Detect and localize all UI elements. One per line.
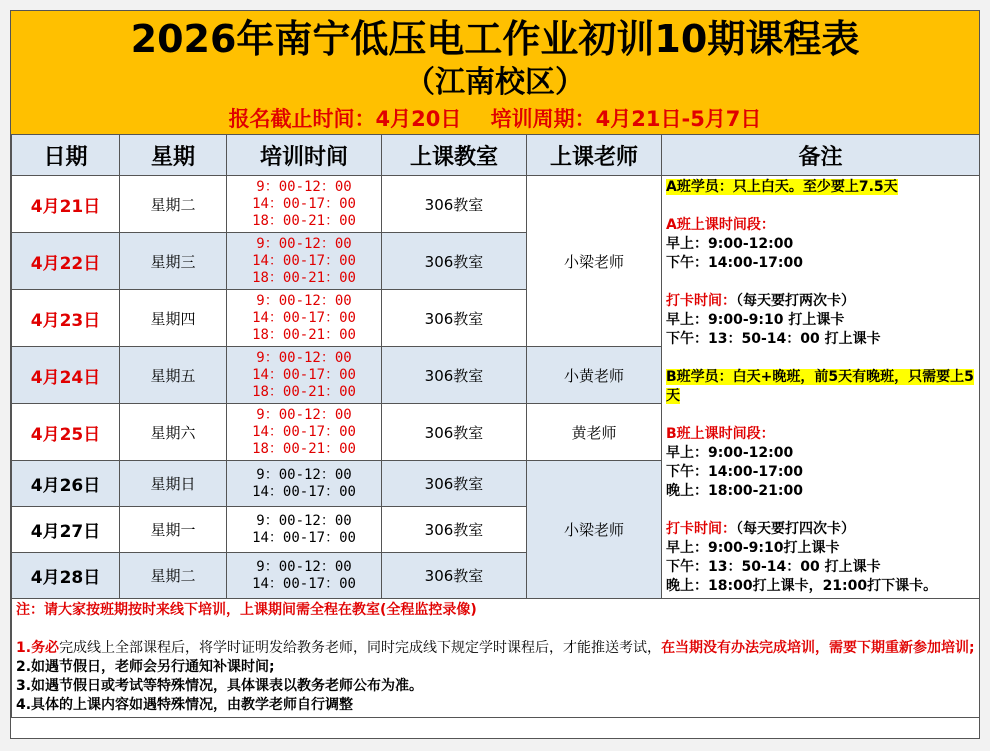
table-row bbox=[12, 176, 980, 233]
time-slot: 18：00-21：00 bbox=[252, 269, 356, 286]
time-slot: 9：00-12：00 bbox=[256, 512, 352, 529]
col-room: 上课教室 bbox=[382, 135, 527, 176]
time-slot: 18：00-21：00 bbox=[252, 212, 356, 229]
header-banner bbox=[11, 11, 979, 135]
time-cell bbox=[227, 347, 382, 404]
time-slot: 14：00-17：00 bbox=[252, 575, 356, 592]
b-afternoon: 下午：14:00-17:00 bbox=[666, 464, 803, 480]
time-slot: 9：00-12：00 bbox=[256, 466, 352, 483]
b-time-title: B班上课时间段： bbox=[666, 426, 775, 442]
footer-item-2: 2.如遇节假日，老师会另行通知补课时间; bbox=[16, 659, 275, 675]
time-slot: 9：00-12：00 bbox=[256, 235, 352, 252]
time-slot: 9：00-12：00 bbox=[256, 292, 352, 309]
time-slot: 9：00-12：00 bbox=[256, 178, 352, 195]
time-slot: 9：00-12：00 bbox=[256, 558, 352, 575]
room-cell: 306教室 bbox=[382, 461, 527, 507]
date-cell: 4月23日 bbox=[12, 290, 120, 347]
footer-row bbox=[12, 599, 980, 718]
time-slot: 14：00-17：00 bbox=[252, 195, 356, 212]
time-slot: 18：00-21：00 bbox=[252, 326, 356, 343]
time-slot: 14：00-17：00 bbox=[252, 483, 356, 500]
schedule-sheet bbox=[10, 10, 980, 739]
weekday-cell: 星期一 bbox=[120, 507, 227, 553]
teacher-cell: 小梁老师 bbox=[527, 176, 662, 347]
room-cell: 306教室 bbox=[382, 290, 527, 347]
teacher-cell: 小梁老师 bbox=[527, 461, 662, 599]
date-cell: 4月25日 bbox=[12, 404, 120, 461]
b-morning: 早上：9:00-12:00 bbox=[666, 445, 794, 461]
room-cell: 306教室 bbox=[382, 507, 527, 553]
col-time: 培训时间 bbox=[227, 135, 382, 176]
col-weekday: 星期 bbox=[120, 135, 227, 176]
date-cell: 4月24日 bbox=[12, 347, 120, 404]
room-cell: 306教室 bbox=[382, 233, 527, 290]
time-slot: 14：00-17：00 bbox=[252, 529, 356, 546]
date-cell: 4月27日 bbox=[12, 507, 120, 553]
date-cell: 4月28日 bbox=[12, 553, 120, 599]
weekday-cell: 星期五 bbox=[120, 347, 227, 404]
time-cell bbox=[227, 553, 382, 599]
weekday-cell: 星期六 bbox=[120, 404, 227, 461]
weekday-cell: 星期二 bbox=[120, 176, 227, 233]
weekday-cell: 星期三 bbox=[120, 233, 227, 290]
a-clock-morning: 早上：9:00-9:10 打上课卡 bbox=[666, 312, 845, 328]
weekday-cell: 星期日 bbox=[120, 461, 227, 507]
room-cell: 306教室 bbox=[382, 347, 527, 404]
a-students-note: A班学员：只上白天。至少要上7.5天 bbox=[666, 179, 898, 195]
b-clock-evening: 晚上：18:00打上课卡，21:00打下课卡。 bbox=[666, 578, 938, 594]
teacher-cell: 黄老师 bbox=[527, 404, 662, 461]
time-slot: 18：00-21：00 bbox=[252, 440, 356, 457]
col-date: 日期 bbox=[12, 135, 120, 176]
time-slot: 9：00-12：00 bbox=[256, 349, 352, 366]
date-cell: 4月26日 bbox=[12, 461, 120, 507]
footer-notes bbox=[12, 599, 980, 718]
teacher-cell: 小黄老师 bbox=[527, 347, 662, 404]
col-notes: 备注 bbox=[662, 135, 980, 176]
time-slot: 14：00-17：00 bbox=[252, 366, 356, 383]
time-cell bbox=[227, 461, 382, 507]
date-cell: 4月21日 bbox=[12, 176, 120, 233]
schedule-table bbox=[11, 134, 980, 718]
deadline-line: 报名截止时间：4月20日 培训周期：4月21日-5月7日 bbox=[228, 107, 762, 131]
date-cell: 4月22日 bbox=[12, 233, 120, 290]
b-students-note: B班学员：白天+晚班，前5天有晚班，只需要上5天 bbox=[666, 369, 974, 404]
time-slot: 18：00-21：00 bbox=[252, 383, 356, 400]
time-slot: 14：00-17：00 bbox=[252, 252, 356, 269]
a-afternoon: 下午：14:00-17:00 bbox=[666, 255, 803, 271]
campus-subtitle: （江南校区） bbox=[405, 65, 585, 100]
footer-item-1: 1.务必完成线上全部课程后，将学时证明发给教务老师，同时完成线下规定学时课程后，才能推送考试，在当期没有办法完成培训，需要下期重新参加培训; bbox=[16, 640, 975, 656]
notes-cell bbox=[662, 176, 980, 599]
page-title: 2026年南宁低压电工作业初训10期课程表 bbox=[130, 17, 860, 61]
b-evening: 晚上：18:00-21:00 bbox=[666, 483, 803, 499]
time-cell bbox=[227, 233, 382, 290]
time-cell bbox=[227, 404, 382, 461]
a-time-title: A班上课时间段： bbox=[666, 217, 775, 233]
a-clock-title: 打卡时间：（每天要打两次卡） bbox=[666, 293, 855, 309]
a-morning: 早上：9:00-12:00 bbox=[666, 236, 794, 252]
a-clock-afternoon: 下午：13：50-14：00 打上课卡 bbox=[666, 331, 881, 347]
weekday-cell: 星期二 bbox=[120, 553, 227, 599]
b-clock-title: 打卡时间：（每天要打四次卡） bbox=[666, 521, 855, 537]
footer-item-4: 4.具体的上课内容如遇特殊情况，由教学老师自行调整 bbox=[16, 697, 354, 713]
col-teacher: 上课老师 bbox=[527, 135, 662, 176]
b-clock-afternoon: 下午：13：50-14：00 打上课卡 bbox=[666, 559, 881, 575]
time-slot: 14：00-17：00 bbox=[252, 309, 356, 326]
room-cell: 306教室 bbox=[382, 176, 527, 233]
room-cell: 306教室 bbox=[382, 404, 527, 461]
time-cell bbox=[227, 507, 382, 553]
time-cell bbox=[227, 290, 382, 347]
room-cell: 306教室 bbox=[382, 553, 527, 599]
time-cell bbox=[227, 176, 382, 233]
b-clock-morning: 早上：9:00-9:10打上课卡 bbox=[666, 540, 840, 556]
weekday-cell: 星期四 bbox=[120, 290, 227, 347]
table-header-row bbox=[12, 135, 980, 176]
time-slot: 9：00-12：00 bbox=[256, 406, 352, 423]
footer-note: 注：请大家按班期按时来线下培训，上课期间需全程在教室(全程监控录像) bbox=[16, 602, 477, 618]
footer-item-3: 3.如遇节假日或考试等特殊情况，具体课表以教务老师公布为准。 bbox=[16, 678, 424, 694]
time-slot: 14：00-17：00 bbox=[252, 423, 356, 440]
